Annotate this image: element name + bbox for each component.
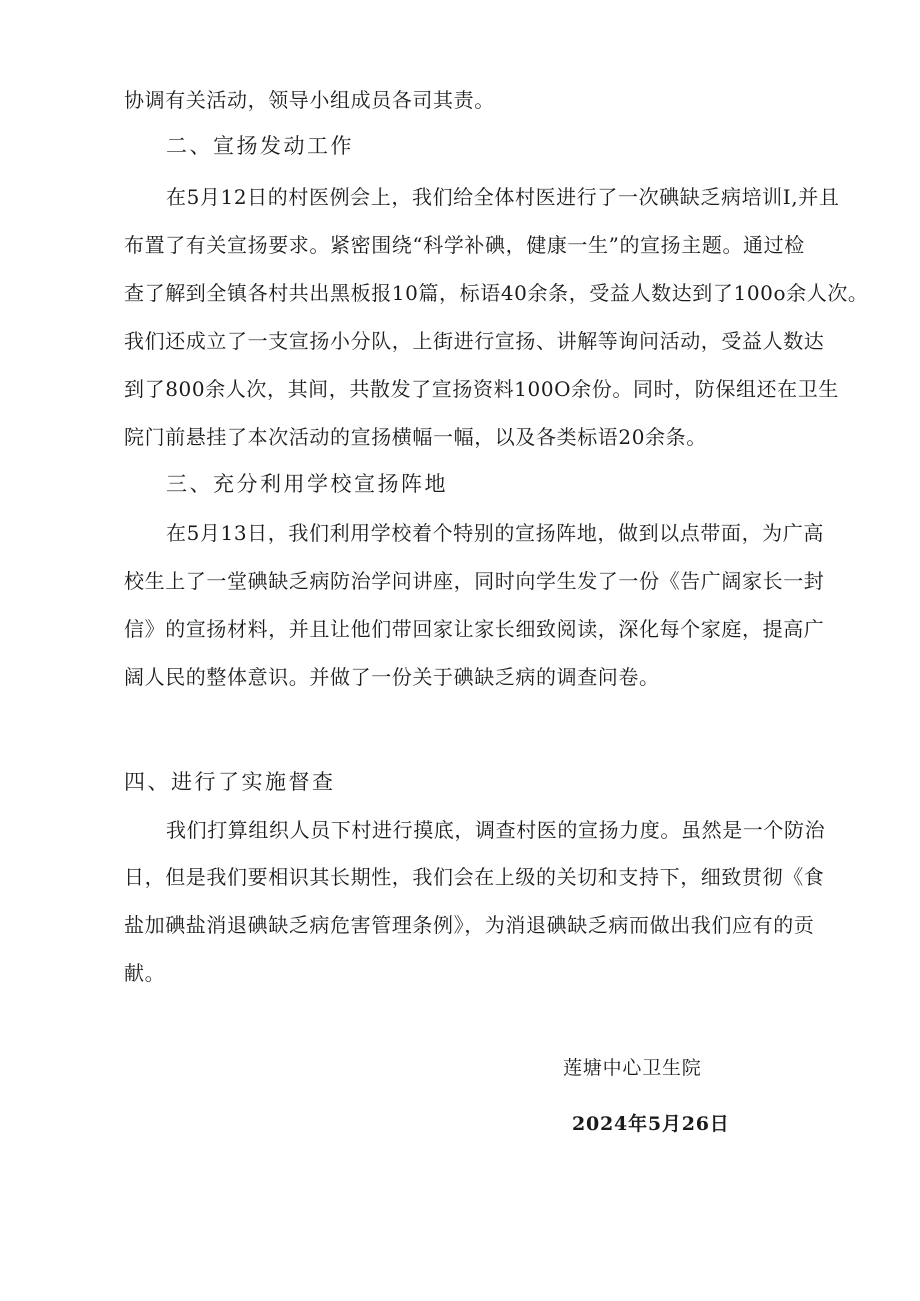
body-line: 布置了有关宣扬要求。紧密围绕“科学补碘，健康一生”的宣扬主题。通过检 [124, 233, 805, 257]
body-line: 查了解到全镇各村共出黑板报10篇，标语40余条，受益人数达到了100o余人次。 [124, 281, 869, 305]
body-line: 信》的宣扬材料，并且让他们带回家让家长细致阅读，深化每个家庭，提高广 [124, 617, 825, 641]
signature-organization: 莲塘中心卫生院 [563, 1057, 702, 1079]
body-line: 院门前悬挂了本次活动的宣扬横幅一幅，以及各类标语20余条。 [124, 425, 707, 449]
body-line: 献。 [124, 961, 166, 985]
section-heading-2: 二、宣扬发动工作 [166, 134, 354, 158]
body-line: 阔人民的整体意识。并做了一份关于碘缺乏病的调查问卷。 [124, 665, 660, 689]
body-line: 在5月12日的村医例会上，我们给全体村医进行了一次碘缺乏病培训I,并且 [166, 185, 840, 209]
body-line: 我们打算组织人员下村进行摸底，调查村医的宣扬力度。虽然是一个防治 [166, 818, 826, 842]
body-line: 日，但是我们要相识其长期性，我们会在上级的关切和支持下，细致贯彻《食 [124, 865, 825, 889]
section-heading-4: 四、进行了实施督查 [124, 770, 336, 794]
signature-date: 2024年5月26日 [572, 1113, 730, 1135]
body-line: 校生上了一堂碘缺乏病防治学问讲座，同时向学生发了一份《告广阔家长一封 [124, 569, 825, 593]
section-heading-3: 三、充分利用学校宣扬阵地 [166, 472, 448, 496]
body-line: 我们还成立了一支宣扬小分队，上街进行宣扬、讲解等询问活动，受益人数达 [124, 329, 825, 353]
body-line: 协调有关活动，领导小组成员各司其责。 [124, 88, 495, 112]
body-line: 到了800余人次，其间，共散发了宣扬资料100O余份。同时，防保组还在卫生 [124, 377, 839, 401]
body-line: 盐加碘盐消退碘缺乏病危害管理条例》，为消退碘缺乏病而做出我们应有的贡 [124, 913, 815, 937]
body-line: 在5月13日，我们利用学校着个特别的宣扬阵地，做到以点带面，为广高 [166, 521, 824, 545]
